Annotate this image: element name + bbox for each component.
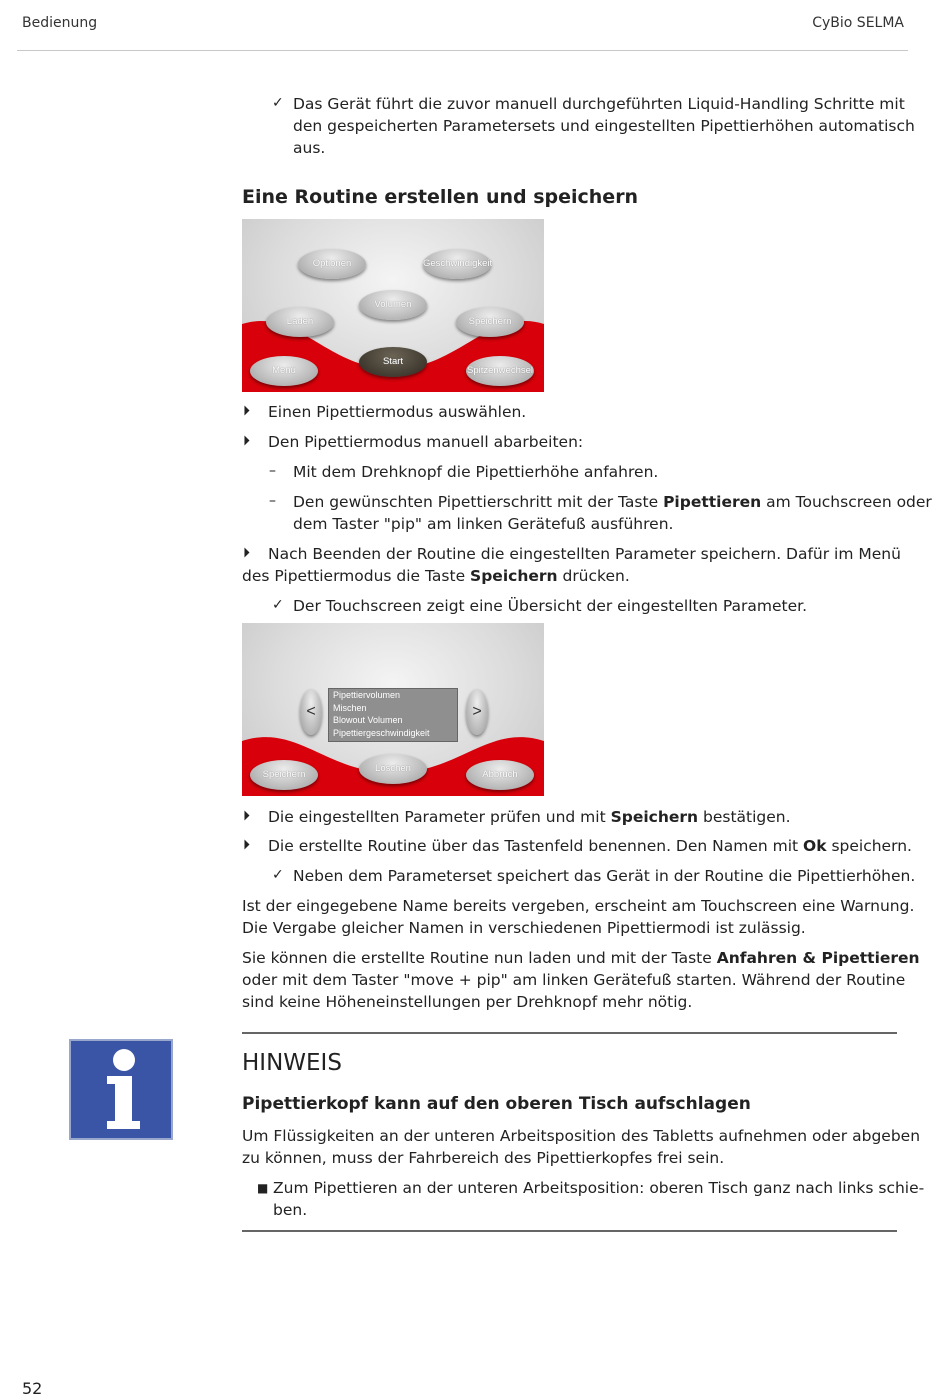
menue-button[interactable]: Menü (250, 356, 318, 386)
triangle-right-icon: ⏵ (243, 545, 250, 561)
notice-line2: zu können, muss der Fahrbereich des Pipettierkopfes frei sein. (242, 1149, 725, 1167)
header-chapter: Bedienung (22, 15, 98, 31)
intro-line-3: aus. (293, 139, 326, 157)
step-confirm: Die eingestellten Parameter prüfen und mit Speichern bestätigen. (268, 808, 791, 826)
triangle-right-icon: ⏵ (243, 837, 250, 853)
notice-title: HINWEIS (242, 1050, 342, 1076)
abbruch-button[interactable]: Abbruch (466, 760, 534, 790)
para-load-line2: oder mit dem Taster "move + pip" am linken Gerätefuß starten. Während der Routine (242, 971, 906, 989)
substep-drehknopf: Mit dem Drehknopf die Pipettierhöhe anfahren. (293, 463, 659, 481)
speichern-button[interactable]: Speichern (456, 307, 524, 337)
optionen-button[interactable]: Optionen (298, 249, 366, 279)
step-select-mode: Einen Pipettiermodus auswählen. (268, 403, 527, 421)
section-title: Eine Routine erstellen und speichern (242, 186, 639, 208)
dash-marker: – (269, 493, 276, 509)
notice-line1: Um Flüssigkeiten an der unteren Arbeitsposition des Tabletts aufnehmen oder abgeben (242, 1127, 921, 1145)
dash-marker: – (269, 463, 276, 479)
triangle-right-icon: ⏵ (243, 433, 250, 449)
notice-subtitle: Pipettierkopf kann auf den oberen Tisch aufschlagen (242, 1094, 751, 1114)
para-warning-line2: Die Vergabe gleicher Namen in verschiedenen Pipettiermodi ist zulässig. (242, 919, 806, 937)
notice-bottom-rule (242, 1230, 897, 1232)
triangle-right-icon: ⏵ (243, 808, 250, 824)
para-load-line1: Sie können die erstellte Routine nun laden und mit der Taste Anfahren & Pipettieren (242, 949, 920, 967)
check-icon: ✓ (272, 867, 284, 883)
volumen-button[interactable]: Volumen (359, 290, 427, 320)
touchscreen-main-menu (242, 219, 544, 392)
square-bullet-icon: ■ (257, 1181, 269, 1195)
step-save-params: Nach Beenden der Routine die eingestellten Parameter speichern. Dafür im Menü (268, 545, 901, 563)
header-rule (17, 50, 908, 51)
substep-pipettieren-line2: dem Taster "pip" am linken Gerätefuß ausführen. (293, 515, 674, 533)
page-number: 52 (22, 1379, 43, 1398)
geschwindigkeit-button[interactable]: Geschwindigkeit (423, 249, 491, 279)
step-save-params-line2: des Pipettiermodus die Taste Speichern drücken. (242, 567, 630, 585)
step-manual-run: Den Pipettiermodus manuell abarbeiten: (268, 433, 584, 451)
step-name-routine: Die erstellte Routine über das Tastenfeld benennen. Den Namen mit Ok speichern. (268, 837, 912, 855)
parameter-item: Pipettiergeschwindigkeit (333, 727, 430, 738)
para-warning-line1: Ist der eingegebene Name bereits vergeben, erscheint am Touchscreen eine Warnung. (242, 897, 915, 915)
touchscreen-parameter-overview (242, 623, 544, 796)
info-icon (69, 1039, 173, 1140)
parameter-item: Blowout Volumen (333, 715, 403, 725)
check-icon: ✓ (272, 597, 284, 613)
laden-button[interactable]: Laden (266, 307, 334, 337)
triangle-right-icon: ⏵ (243, 403, 250, 419)
result-saved: Neben dem Parameterset speichert das Gerät in der Routine die Pipettierhöhen. (293, 867, 916, 885)
intro-line-2: den gespeicherten Parametersets und eingestellten Pipettierhöhen automatisch (293, 117, 915, 135)
speichern-button[interactable]: Speichern (250, 760, 318, 790)
notice-bullet-line2: ben. (273, 1201, 308, 1219)
notice-top-rule (242, 1032, 897, 1034)
start-button[interactable]: Start (359, 347, 427, 377)
prev-page-button[interactable]: < (300, 689, 322, 735)
next-page-button[interactable]: > (466, 689, 488, 735)
loeschen-button[interactable]: Löschen (359, 754, 427, 784)
parameter-item: Mischen (333, 702, 367, 713)
substep-pipettieren: Den gewünschten Pipettierschritt mit der Taste Pipettieren am Touchscreen oder (293, 493, 932, 511)
notice-bullet-line1: Zum Pipettieren an der unteren Arbeitsposition: oberen Tisch ganz nach links schie- (273, 1179, 925, 1197)
parameter-list (328, 688, 458, 742)
parameter-item: Pipettiervolumen (333, 690, 401, 700)
check-icon: ✓ (272, 95, 284, 111)
intro-line-1: Das Gerät führt die zuvor manuell durchgeführten Liquid-Handling Schritte mit (293, 95, 905, 113)
spitzenwechsel-button[interactable]: Spitzenwechsel (466, 356, 534, 386)
para-load-line3: sind keine Höheneinstellungen per Drehknopf mehr nötig. (242, 993, 693, 1011)
result-overview: Der Touchscreen zeigt eine Übersicht der eingestellten Parameter. (293, 597, 808, 615)
header-product: CyBio SELMA (812, 15, 904, 31)
